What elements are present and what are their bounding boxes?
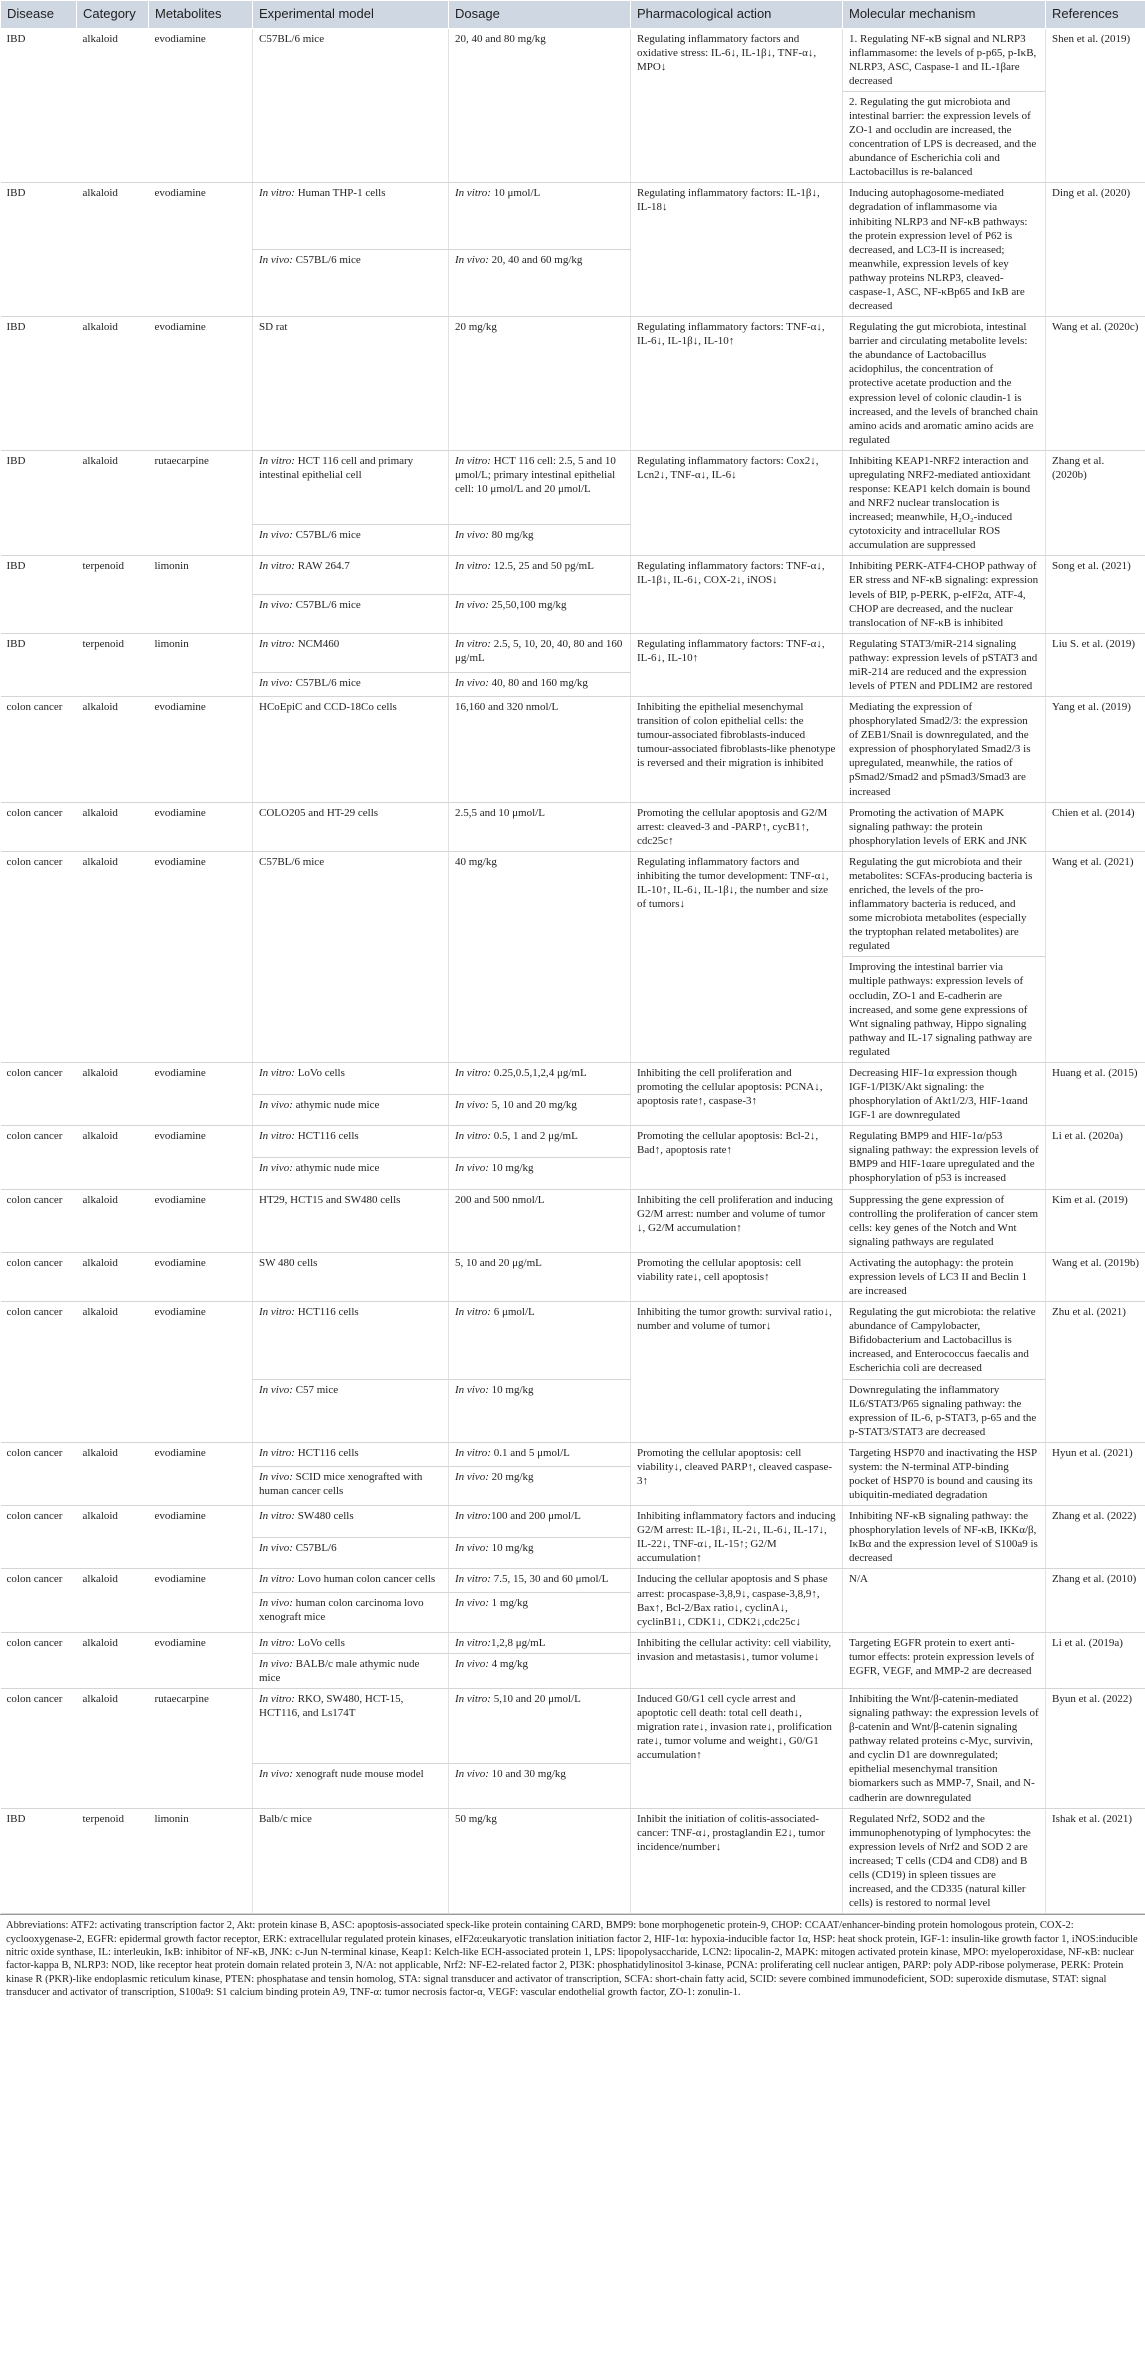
cell-pharmacological-action: Promoting the cellular apoptosis: cell viability rate↓, cell apoptosis↑	[631, 1252, 843, 1301]
cell-molecular-mechanism: 1. Regulating NF-κB signal and NLRP3 inflammasome: the levels of p-p65, p-IκB, NLRP3, ASC, Caspase-1 and IL-1βare decreased	[843, 28, 1046, 91]
cell-molecular-mechanism: Suppressing the gene expression of controlling the proliferation of cancer stem cells: key genes of the Notch and Wnt signaling pathways are regulated	[843, 1189, 1046, 1252]
cell-disease: colon cancer	[1, 802, 77, 851]
in-vivo-vitro-label: In vitro:	[259, 1446, 295, 1459]
cell-molecular-mechanism: Regulating STAT3/miR-214 signaling pathway: expression levels of pSTAT3 and miR-214 are reduced and the expression levels of PTEN and PDLIM2 are restored	[843, 633, 1046, 696]
in-vivo-vitro-label: In vitro:	[455, 560, 491, 573]
cell-category: alkaloid	[77, 1062, 149, 1125]
col-header-references: References	[1046, 1, 1145, 29]
cell-metabolite: evodiamine	[149, 1062, 253, 1125]
cell-reference: Wang et al. (2021)	[1046, 851, 1145, 1062]
in-vivo-vitro-label: In vivo:	[259, 1597, 293, 1610]
cell-molecular-mechanism: Mediating the expression of phosphorylated Smad2/3: the expression of ZEB1/Snail is downregulated, and the expression of phosphorylated Smad2/3 is upregulated, meanwhile, the ratios of pSmad2/Smad2 and pSmad3/Smad3 are increased	[843, 697, 1046, 803]
in-vivo-vitro-label: In vivo:	[259, 1541, 293, 1554]
cell-experimental-model: In vivo: C57BL/6 mice	[253, 595, 449, 634]
in-vivo-vitro-label: In vitro:	[259, 454, 295, 467]
cell-experimental-model: In vitro: SW480 cells	[253, 1506, 449, 1538]
cell-experimental-model: In vitro: Human THP-1 cells	[253, 183, 449, 250]
cell-reference: Huang et al. (2015)	[1046, 1062, 1145, 1125]
col-header-disease: Disease	[1, 1, 77, 29]
table-row	[1, 1189, 1145, 1252]
cell-reference: Chien et al. (2014)	[1046, 802, 1145, 851]
in-vivo-vitro-label: In vitro:	[455, 1306, 491, 1319]
cell-category: alkaloid	[77, 183, 149, 317]
in-vivo-vitro-label: In vivo:	[455, 1657, 489, 1670]
cell-experimental-model: In vitro: LoVo cells	[253, 1632, 449, 1653]
cell-disease: colon cancer	[1, 1569, 77, 1632]
in-vivo-vitro-label: In vitro:	[259, 1066, 295, 1079]
cell-experimental-model: In vivo: athymic nude mice	[253, 1157, 449, 1189]
table-row	[1, 317, 1145, 451]
cell-reference: Zhu et al. (2021)	[1046, 1302, 1145, 1443]
cell-disease: IBD	[1, 1808, 77, 1914]
in-vivo-vitro-label: In vivo:	[259, 1098, 293, 1111]
table-row	[1, 1569, 1145, 1593]
in-vivo-vitro-label: In vitro:	[259, 1636, 295, 1649]
cell-experimental-model: C57BL/6 mice	[253, 851, 449, 1062]
col-header-molecular-mechanism: Molecular mechanism	[843, 1, 1046, 29]
cell-experimental-model: In vivo: C57 mice	[253, 1379, 449, 1442]
in-vivo-vitro-label: In vitro:	[455, 1066, 491, 1079]
cell-metabolite: evodiamine	[149, 183, 253, 317]
cell-reference: Zhang et al. (2022)	[1046, 1506, 1145, 1569]
cell-metabolite: evodiamine	[149, 28, 253, 183]
table-row	[1, 1062, 1145, 1094]
cell-category: alkaloid	[77, 802, 149, 851]
cell-experimental-model: In vivo: C57BL/6 mice	[253, 673, 449, 697]
cell-molecular-mechanism: Decreasing HIF-1α expression though IGF-1/PI3K/Akt signaling: the phosphorylation of Akt1/2/3, HIF-1αand IGF-1 are downregulated	[843, 1062, 1046, 1125]
cell-metabolite: rutaecarpine	[149, 1688, 253, 1808]
cell-experimental-model: In vitro: RKO, SW480, HCT-15, HCT116, and Ls174T	[253, 1688, 449, 1763]
in-vivo-vitro-label: In vivo:	[455, 1161, 489, 1174]
in-vivo-vitro-label: In vivo:	[455, 1098, 489, 1111]
cell-dosage: 20 mg/kg	[449, 317, 631, 451]
cell-metabolite: evodiamine	[149, 1632, 253, 1688]
cell-experimental-model: In vitro: HCT116 cells	[253, 1442, 449, 1466]
cell-disease: IBD	[1, 28, 77, 183]
table-row	[1, 1442, 1145, 1466]
cell-category: alkaloid	[77, 1189, 149, 1252]
cell-dosage: In vivo: 10 mg/kg	[449, 1157, 631, 1189]
col-header-dosage: Dosage	[449, 1, 631, 29]
cell-reference: Wang et al. (2020c)	[1046, 317, 1145, 451]
cell-dosage: In vitro:100 and 200 μmol/L	[449, 1506, 631, 1538]
in-vivo-vitro-label: In vitro:	[259, 1692, 295, 1705]
cell-metabolite: evodiamine	[149, 1126, 253, 1189]
cell-dosage: In vivo: 40, 80 and 160 mg/kg	[449, 673, 631, 697]
cell-molecular-mechanism: Inhibiting PERK-ATF4-CHOP pathway of ER stress and NF-κB signaling: expression levels of BIP, p-PERK, p-eIF2α, ATF-4, CHOP are decreased, and the nuclear translocation of NF-κB is inhibited	[843, 556, 1046, 633]
cell-category: alkaloid	[77, 1302, 149, 1443]
in-vivo-vitro-label: In vivo:	[259, 677, 293, 690]
in-vivo-vitro-label: In vivo:	[259, 1161, 293, 1174]
in-vivo-vitro-label: In vivo:	[455, 599, 489, 612]
cell-dosage: In vivo: 10 and 30 mg/kg	[449, 1763, 631, 1808]
cell-disease: colon cancer	[1, 1302, 77, 1443]
cell-disease: colon cancer	[1, 1126, 77, 1189]
cell-category: alkaloid	[77, 1688, 149, 1808]
table-row	[1, 697, 1145, 803]
cell-dosage: In vitro: 10 μmol/L	[449, 183, 631, 250]
cell-metabolite: rutaecarpine	[149, 450, 253, 556]
cell-category: alkaloid	[77, 1442, 149, 1505]
cell-reference: Wang et al. (2019b)	[1046, 1252, 1145, 1301]
cell-pharmacological-action: Promoting the cellular apoptosis: cell viability↓, cleaved PARP↑, cleaved caspase-3↑	[631, 1442, 843, 1505]
cell-dosage: In vivo: 5, 10 and 20 mg/kg	[449, 1094, 631, 1126]
cell-dosage: In vivo: 10 mg/kg	[449, 1537, 631, 1569]
cell-molecular-mechanism: Inhibiting KEAP1-NRF2 interaction and upregulating NRF2-mediated antioxidant response: KEAP1 kelch domain is bound and NRF2 nuclear translocation is increased; meanwhile, H₂O₂-induced cytotoxicity and intracellular ROS accumulation are suppressed	[843, 450, 1046, 556]
cell-pharmacological-action: Inhibiting the cell proliferation and promoting the cellular apoptosis: PCNA↓, apoptosis rate↑, caspase-3↑	[631, 1062, 843, 1125]
in-vivo-vitro-label: In vivo:	[455, 677, 489, 690]
cell-pharmacological-action: Inhibiting inflammatory factors and inducing G2/M arrest: IL-1β↓, IL-2↓, IL-6↓, IL-17↓, IL-22↓, TNF-α↓, IL-15↑; G2/M accumulation↑	[631, 1506, 843, 1569]
table-row	[1, 1688, 1145, 1763]
in-vivo-vitro-label: In vitro:	[455, 454, 491, 467]
cell-experimental-model: In vitro: HCT116 cells	[253, 1302, 449, 1379]
cell-molecular-mechanism: 2. Regulating the gut microbiota and intestinal barrier: the expression levels of ZO-1 and occludin are increased, the concentration of LPS is decreased, and the abundance of Escherichia coli and Lactobacillus is re-balanced	[843, 91, 1046, 182]
cell-disease: colon cancer	[1, 697, 77, 803]
cell-category: alkaloid	[77, 1632, 149, 1688]
cell-pharmacological-action: Regulating inflammatory factors and inhibiting the tumor development: TNF-α↓, IL-10↑, IL-6↓, IL-1β↓, the number and size of tumors↓	[631, 851, 843, 1062]
in-vivo-vitro-label: In vivo:	[259, 1470, 293, 1483]
cell-category: alkaloid	[77, 697, 149, 803]
cell-molecular-mechanism: Promoting the activation of MAPK signaling pathway: the protein phosphorylation levels of ERK and JNK	[843, 802, 1046, 851]
table-row	[1, 183, 1145, 250]
cell-dosage: In vivo: 20, 40 and 60 mg/kg	[449, 250, 631, 317]
abbreviations-note: Abbreviations: ATF2: activating transcription factor 2, Akt: protein kinase B, ASC: apoptosis-associated speck-like protein containing CARD, BMP9: bone morphogenetic protein-9, CHOP: CCAAT/enhancer-binding protein homologous protein, COX-2: cyclooxygenase-2, EGFR: epidermal growth factor receptor, ERK: extracellular regulated protein kinases, eIF2α:eukaryotic translation initiation factor 2, HIF-1α: hypoxia-inducible factor 1α, HSP: heat shock protein, IGF-1: insulin-like growth factor 1, iNOS:inducible nitric oxide synthase, IL: interleukin, IκB: inhibitor of NF-κB, JNK: c-Jun N-terminal kinase, Keap1: Kelch-like ECH-associated protein 1, LPS: lipopolysaccharide, LCN2: lipocalin-2, MAPK: mitogen activated protein kinase, MPO: myeloperoxidase, NF-κB: nuclear factor-kappa B, NLRP3: NOD, like receptor heat protein domain related protein 3, N/A: not applicable, Nrf2: NF-E2-related factor 2, PI3K: phosphatidylinositol 3-kinase, PCNA: proliferating cell nuclear antigen, PARP: poly ADP-ribose polymerase, PERK: Protein kinase R (PKR)-like endoplasmic reticulum kinase, PTEN: phosphatase and tensin homolog, STA: signal transducer and activator of transcription, SCFA: short-chain fatty acid, SCID: severe combined immunodeficient, SOD: superoxide dismutase, STAT: signal transducer and activator of transcription, S100a9: S1 calcium binding protein A9, TNF-α: tumor necrosis factor-α, VEGF: vascular endothelial growth factor, ZO-1: zonulin-1.	[0, 1914, 1145, 2004]
cell-metabolite: evodiamine	[149, 851, 253, 1062]
cell-experimental-model: SW 480 cells	[253, 1252, 449, 1301]
in-vivo-vitro-label: In vitro:	[455, 637, 491, 650]
cell-experimental-model: C57BL/6 mice	[253, 28, 449, 183]
cell-molecular-mechanism: Regulating the gut microbiota: the relative abundance of Campylobacter, Bifidobacterium and Lactobacillus is increased, and Enterococcus faecalis and Escherichia coli are decreased	[843, 1302, 1046, 1379]
cell-dosage: In vitro: 7.5, 15, 30 and 60 μmol/L	[449, 1569, 631, 1593]
cell-reference: Zhang et al. (2010)	[1046, 1569, 1145, 1632]
in-vivo-vitro-label: In vitro:	[259, 560, 295, 573]
cell-pharmacological-action: Regulating inflammatory factors: IL-1β↓, IL-18↓	[631, 183, 843, 317]
in-vivo-vitro-label: In vivo:	[259, 1383, 293, 1396]
cell-dosage: In vivo: 25,50,100 mg/kg	[449, 595, 631, 634]
cell-category: alkaloid	[77, 450, 149, 556]
cell-molecular-mechanism: Regulating the gut microbiota, intestinal barrier and circulating metabolite levels: the abundance of Lactobacillus acidophilus, the concentration of protective acetate production and the expression level of colonic claudin-1 is increased, and the levels of branched chain amino acids and aromatic amino acids are regulated	[843, 317, 1046, 451]
cell-pharmacological-action: Promoting the cellular apoptosis and G2/M arrest: cleaved-3 and -PARP↑, cycB1↑, cdc25c↑	[631, 802, 843, 851]
table-row	[1, 450, 1145, 524]
cell-pharmacological-action: Regulating inflammatory factors: TNF-α↓, IL-6↓, IL-10↑	[631, 633, 843, 696]
cell-disease: colon cancer	[1, 1688, 77, 1808]
cell-experimental-model: In vivo: BALB/c male athymic nude mice	[253, 1653, 449, 1688]
cell-disease: colon cancer	[1, 1062, 77, 1125]
cell-dosage: In vivo: 80 mg/kg	[449, 524, 631, 556]
cell-dosage: 20, 40 and 80 mg/kg	[449, 28, 631, 183]
cell-reference: Zhang et al. (2020b)	[1046, 450, 1145, 556]
cell-molecular-mechanism: Inhibiting the Wnt/β-catenin-mediated signaling pathway: the expression levels of β-catenin and Wnt/β-catenin signaling pathway related proteins c-Myc, survivin, and cyclin D1 are downregulated; epithelial mesenchymal transition biomarkers such as MMP-7, Snail, and N-cadherin are downregulated	[843, 1688, 1046, 1808]
cell-dosage: 40 mg/kg	[449, 851, 631, 1062]
cell-dosage: In vitro: 0.1 and 5 μmol/L	[449, 1442, 631, 1466]
in-vivo-vitro-label: In vitro:	[455, 1573, 491, 1586]
cell-dosage: In vivo: 4 mg/kg	[449, 1653, 631, 1688]
cell-reference: Kim et al. (2019)	[1046, 1189, 1145, 1252]
cell-pharmacological-action: Inhibiting the cell proliferation and inducing G2/M arrest: number and volume of tumor ↓, G2/M accumulation↑	[631, 1189, 843, 1252]
cell-dosage: 50 mg/kg	[449, 1808, 631, 1914]
cell-reference: Hyun et al. (2021)	[1046, 1442, 1145, 1505]
cell-molecular-mechanism: Regulated Nrf2, SOD2 and the immunophenotyping of lymphocytes: the expression levels of Nrf2 and SOD 2 are increased; T cells (CD4 and CD8) and B cells (CD19) in spleen tissues are increased, and the CD335 (natural killer cells) is restored to normal level	[843, 1808, 1046, 1914]
cell-category: alkaloid	[77, 851, 149, 1062]
cell-dosage: In vivo: 1 mg/kg	[449, 1593, 631, 1633]
cell-molecular-mechanism: Regulating BMP9 and HIF-1α/p53 signaling pathway: the expression levels of BMP9 and HIF-1αare upregulated and the phosphorylation of p53 is increased	[843, 1126, 1046, 1189]
cell-dosage: In vivo: 10 mg/kg	[449, 1379, 631, 1442]
table-body	[1, 28, 1145, 1914]
cell-experimental-model: In vivo: C57BL/6 mice	[253, 524, 449, 556]
cell-experimental-model: In vivo: athymic nude mice	[253, 1094, 449, 1126]
cell-disease: colon cancer	[1, 1506, 77, 1569]
cell-experimental-model: In vitro: HCT116 cells	[253, 1126, 449, 1158]
table-row	[1, 1252, 1145, 1301]
cell-experimental-model: COLO205 and HT-29 cells	[253, 802, 449, 851]
cell-experimental-model: In vitro: NCM460	[253, 633, 449, 673]
in-vivo-vitro-label: In vitro:	[455, 1510, 491, 1523]
table-row	[1, 851, 1145, 957]
cell-dosage: 200 and 500 nmol/L	[449, 1189, 631, 1252]
cell-metabolite: limonin	[149, 633, 253, 696]
in-vivo-vitro-label: In vitro:	[455, 187, 491, 200]
table-row	[1, 1126, 1145, 1158]
cell-experimental-model: In vivo: C57BL/6	[253, 1537, 449, 1569]
col-header-pharmacological-action: Pharmacological action	[631, 1, 843, 29]
in-vivo-vitro-label: In vitro:	[455, 1446, 491, 1459]
cell-experimental-model: HT29, HCT15 and SW480 cells	[253, 1189, 449, 1252]
cell-experimental-model: In vivo: SCID mice xenografted with human cancer cells	[253, 1466, 449, 1506]
cell-pharmacological-action: Inhibit the initiation of colitis-associated-cancer: TNF-α↓, prostaglandin E2↓, tumor incidence/number↓	[631, 1808, 843, 1914]
cell-reference: Ding et al. (2020)	[1046, 183, 1145, 317]
cell-dosage: 5, 10 and 20 μg/mL	[449, 1252, 631, 1301]
in-vivo-vitro-label: In vivo:	[259, 528, 293, 541]
cell-experimental-model: In vivo: C57BL/6 mice	[253, 250, 449, 317]
cell-category: alkaloid	[77, 317, 149, 451]
in-vivo-vitro-label: In vitro:	[259, 1130, 295, 1143]
cell-disease: IBD	[1, 317, 77, 451]
cell-pharmacological-action: Inhibiting the tumor growth: survival ratio↓, number and volume of tumor↓	[631, 1302, 843, 1443]
cell-category: alkaloid	[77, 1506, 149, 1569]
in-vivo-vitro-label: In vivo:	[455, 254, 489, 267]
cell-molecular-mechanism: Targeting EGFR protein to exert anti-tumor effects: protein expression levels of EGFR, VEGF, and MMP-2 are decreased	[843, 1632, 1046, 1688]
cell-pharmacological-action: Inducing the cellular apoptosis and S phase arrest: procaspase-3,8,9↓, caspase-3,8,9↑, Bax↑, Bcl-2/Bax ratio↓, cyclinA↓, cyclinB1↓, CDK1↓, CDK2↓,cdc25c↓	[631, 1569, 843, 1632]
cell-reference: Li et al. (2020a)	[1046, 1126, 1145, 1189]
cell-disease: colon cancer	[1, 851, 77, 1062]
table-row	[1, 1506, 1145, 1538]
cell-pharmacological-action: Regulating inflammatory factors: TNF-α↓, IL-6↓, IL-1β↓, IL-10↑	[631, 317, 843, 451]
cell-dosage: In vitro: HCT 116 cell: 2.5, 5 and 10 μmol/L; primary intestinal epithelial cell: 10 μmol/L and 20 μmol/L	[449, 450, 631, 524]
cell-disease: colon cancer	[1, 1252, 77, 1301]
cell-experimental-model: In vitro: LoVo cells	[253, 1062, 449, 1094]
cell-molecular-mechanism: Improving the intestinal barrier via multiple pathways: expression levels of occludin, ZO-1 and E-cadherin are increased, and some gene expressions of Wnt signaling pathway, Hippo signaling pathway and IL-17 signaling pathway are regulated	[843, 957, 1046, 1063]
cell-experimental-model: In vivo: xenograft nude mouse model	[253, 1763, 449, 1808]
table-row	[1, 1808, 1145, 1914]
cell-reference: Ishak et al. (2021)	[1046, 1808, 1145, 1914]
cell-reference: Yang et al. (2019)	[1046, 697, 1145, 803]
table-row	[1, 1632, 1145, 1653]
in-vivo-vitro-label: In vitro:	[455, 1130, 491, 1143]
table-row	[1, 1302, 1145, 1379]
cell-disease: IBD	[1, 450, 77, 556]
in-vivo-vitro-label: In vivo:	[259, 599, 293, 612]
table-row	[1, 633, 1145, 673]
cell-molecular-mechanism: Downregulating the inflammatory IL6/STAT3/P65 signaling pathway: the expression of IL-6, p-STAT3, p-65 and the p-STAT3/STAT3 are decreased	[843, 1379, 1046, 1442]
cell-metabolite: evodiamine	[149, 1189, 253, 1252]
cell-dosage: In vitro: 5,10 and 20 μmol/L	[449, 1688, 631, 1763]
in-vivo-vitro-label: In vivo:	[455, 1767, 489, 1780]
cell-category: alkaloid	[77, 28, 149, 183]
cell-metabolite: evodiamine	[149, 697, 253, 803]
table-row	[1, 556, 1145, 595]
cell-metabolite: limonin	[149, 556, 253, 633]
cell-dosage: In vivo: 20 mg/kg	[449, 1466, 631, 1506]
in-vivo-vitro-label: In vitro:	[259, 1306, 295, 1319]
cell-pharmacological-action: Promoting the cellular apoptosis: Bcl-2↓, Bad↑, apoptosis rate↑	[631, 1126, 843, 1189]
cell-reference: Liu S. et al. (2019)	[1046, 633, 1145, 696]
cell-dosage: 16,160 and 320 nmol/L	[449, 697, 631, 803]
in-vivo-vitro-label: In vitro:	[455, 1636, 491, 1649]
in-vivo-vitro-label: In vivo:	[455, 1541, 489, 1554]
cell-disease: colon cancer	[1, 1442, 77, 1505]
table-row	[1, 802, 1145, 851]
cell-pharmacological-action: Regulating inflammatory factors: TNF-α↓, IL-1β↓, IL-6↓, COX-2↓, iNOS↓	[631, 556, 843, 633]
in-vivo-vitro-label: In vitro:	[259, 1510, 295, 1523]
in-vivo-vitro-label: In vitro:	[259, 187, 295, 200]
cell-dosage: In vitro: 2.5, 5, 10, 20, 40, 80 and 160 μg/mL	[449, 633, 631, 673]
in-vivo-vitro-label: In vivo:	[455, 1470, 489, 1483]
cell-dosage: In vitro: 12.5, 25 and 50 pg/mL	[449, 556, 631, 595]
cell-metabolite: evodiamine	[149, 1302, 253, 1443]
cell-experimental-model: In vitro: RAW 264.7	[253, 556, 449, 595]
cell-dosage: In vitro: 0.25,0.5,1,2,4 μg/mL	[449, 1062, 631, 1094]
cell-molecular-mechanism: Inducing autophagosome-mediated degradation of inflammasome via inhibiting NLRP3 and NF-κB pathways: the protein expression level of P62 is decreased, and LC3-II is increased; meanwhile, expression levels of key pathway proteins NLRP3, cleaved-caspase-1, ASC, NF-κBp65 and IκB are decreased	[843, 183, 1046, 317]
cell-experimental-model: In vitro: Lovo human colon cancer cells	[253, 1569, 449, 1593]
cell-reference: Shen et al. (2019)	[1046, 28, 1145, 183]
cell-molecular-mechanism: Targeting HSP70 and inactivating the HSP system: the N-terminal ATP-binding pocket of HSP70 is bound and causing its ubiquitin-mediated degradation	[843, 1442, 1046, 1505]
cell-category: alkaloid	[77, 1126, 149, 1189]
cell-disease: colon cancer	[1, 1632, 77, 1688]
cell-metabolite: evodiamine	[149, 1442, 253, 1505]
table-row	[1, 28, 1145, 91]
in-vivo-vitro-label: In vivo:	[455, 1597, 489, 1610]
cell-metabolite: evodiamine	[149, 1252, 253, 1301]
cell-pharmacological-action: Regulating inflammatory factors and oxidative stress: IL-6↓, IL-1β↓, TNF-α↓, MPO↓	[631, 28, 843, 183]
in-vivo-vitro-label: In vitro:	[455, 1692, 491, 1705]
cell-dosage: In vitro: 6 μmol/L	[449, 1302, 631, 1379]
cell-molecular-mechanism: Activating the autophagy: the protein expression levels of LC3 II and Beclin 1 are increased	[843, 1252, 1046, 1301]
cell-molecular-mechanism: Regulating the gut microbiota and their metabolites: SCFAs-producing bacteria is enriched, the levels of the pro-inflammatory bacteria is reduced, and some microbiota metabolites (especially the tryptophan related metabolites) are regulated	[843, 851, 1046, 957]
cell-reference: Li et al. (2019a)	[1046, 1632, 1145, 1688]
cell-metabolite: limonin	[149, 1808, 253, 1914]
cell-category: terpenoid	[77, 633, 149, 696]
cell-experimental-model: In vitro: HCT 116 cell and primary intestinal epithelial cell	[253, 450, 449, 524]
cell-disease: IBD	[1, 556, 77, 633]
cell-molecular-mechanism: Inhibiting NF-κB signaling pathway: the phosphorylation levels of NF-κB, IKKα/β, IκBα and the expression level of S100a9 is decreased	[843, 1506, 1046, 1569]
col-header-metabolites: Metabolites	[149, 1, 253, 29]
cell-disease: colon cancer	[1, 1189, 77, 1252]
in-vivo-vitro-label: In vivo:	[259, 1767, 293, 1780]
cell-pharmacological-action: Induced G0/G1 cell cycle arrest and apoptotic cell death: total cell death↓, migration rate↓, invasion rate↓, prolification rate↓, tumor volume and weight↓, G0/G1 accumulation↑	[631, 1688, 843, 1808]
cell-pharmacological-action: Inhibiting the cellular activity: cell viability, invasion and metastasis↓, tumor volume↓	[631, 1632, 843, 1688]
cell-molecular-mechanism: N/A	[843, 1569, 1046, 1632]
cell-pharmacological-action: Regulating inflammatory factors: Cox2↓, Lcn2↓, TNF-α↓, IL-6↓	[631, 450, 843, 556]
cell-reference: Song et al. (2021)	[1046, 556, 1145, 633]
cell-experimental-model: HCoEpiC and CCD-18Co cells	[253, 697, 449, 803]
in-vivo-vitro-label: In vivo:	[455, 1383, 489, 1396]
cell-metabolite: evodiamine	[149, 1569, 253, 1632]
cell-metabolite: evodiamine	[149, 317, 253, 451]
in-vivo-vitro-label: In vivo:	[259, 1657, 293, 1670]
cell-experimental-model: In vivo: human colon carcinoma lovo xenograft mice	[253, 1593, 449, 1633]
cell-dosage: In vitro:1,2,8 μg/mL	[449, 1632, 631, 1653]
cell-dosage: In vitro: 0.5, 1 and 2 μg/mL	[449, 1126, 631, 1158]
cell-experimental-model: SD rat	[253, 317, 449, 451]
cell-reference: Byun et al. (2022)	[1046, 1688, 1145, 1808]
cell-metabolite: evodiamine	[149, 802, 253, 851]
in-vivo-vitro-label: In vivo:	[455, 528, 489, 541]
cell-disease: IBD	[1, 183, 77, 317]
in-vivo-vitro-label: In vitro:	[259, 637, 295, 650]
col-header-experimental-model: Experimental model	[253, 1, 449, 29]
in-vivo-vitro-label: In vitro:	[259, 1573, 295, 1586]
cell-category: alkaloid	[77, 1569, 149, 1632]
cell-pharmacological-action: Inhibiting the epithelial mesenchymal transition of colon epithelial cells: the tumour-associated fibroblasts-induced tumour-associated fibroblasts-like phenotype is reversed and their migration is inhibited	[631, 697, 843, 803]
cell-category: terpenoid	[77, 1808, 149, 1914]
cell-disease: IBD	[1, 633, 77, 696]
in-vivo-vitro-label: In vivo:	[259, 254, 293, 267]
col-header-category: Category	[77, 1, 149, 29]
cell-dosage: 2.5,5 and 10 μmol/L	[449, 802, 631, 851]
cell-metabolite: evodiamine	[149, 1506, 253, 1569]
table-header-row	[1, 1, 1145, 29]
cell-category: alkaloid	[77, 1252, 149, 1301]
cell-category: terpenoid	[77, 556, 149, 633]
cell-experimental-model: Balb/c mice	[253, 1808, 449, 1914]
